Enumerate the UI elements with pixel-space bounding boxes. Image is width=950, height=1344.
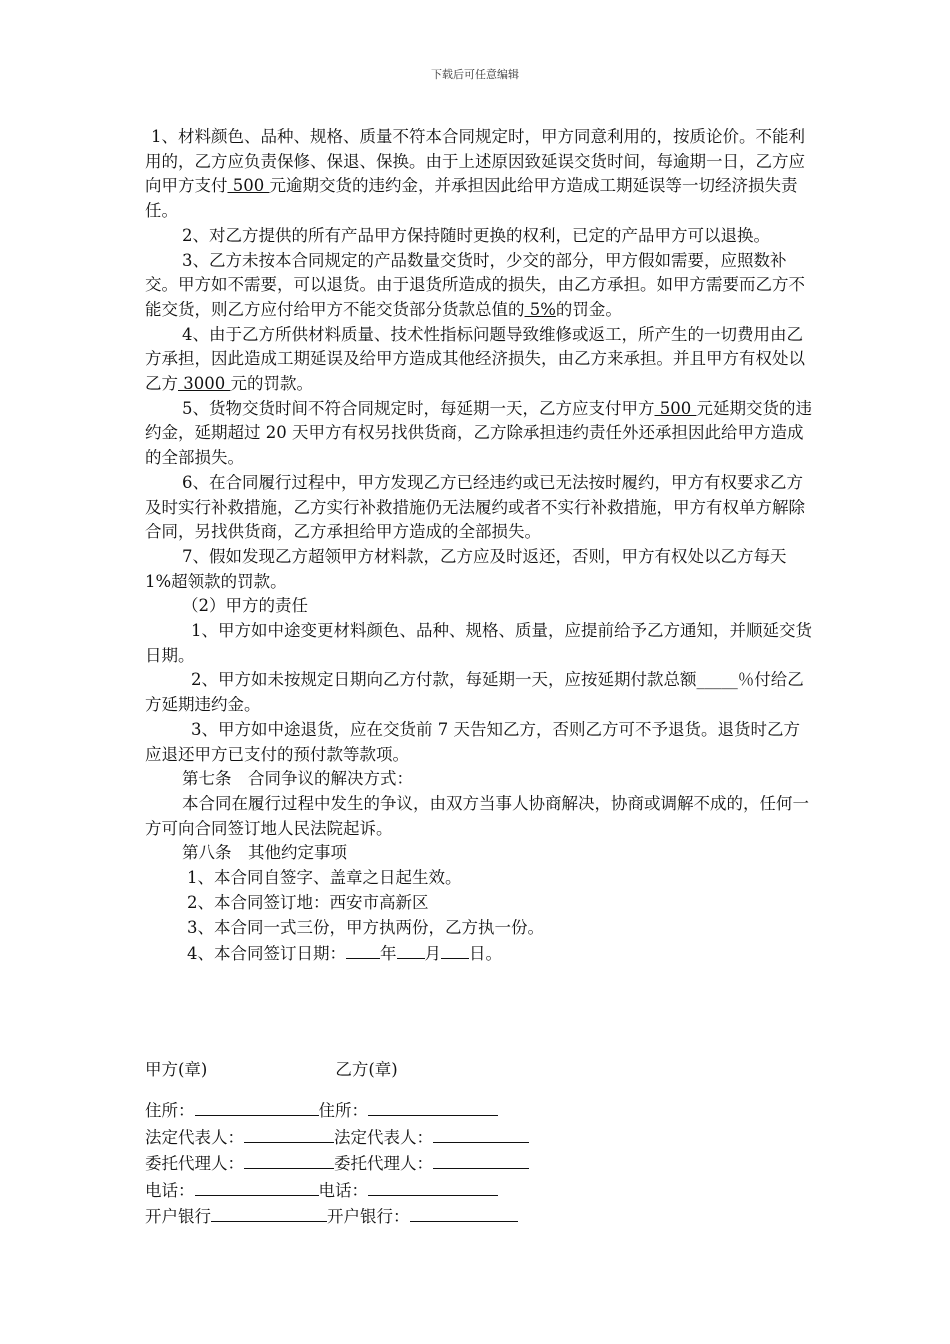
- contract-body: [145, 125, 813, 967]
- fine-amount: 3000: [178, 374, 231, 394]
- penalty-percent: 5%: [524, 299, 556, 319]
- clause-b7: 7、假如发现乙方超领甲方材料款，乙方应及时返还，否则，甲方有权处以乙方每天 1%超领款的罚款。: [145, 546, 787, 591]
- item-4: 4、本合同签订日期： 年 月 日。: [145, 940, 813, 967]
- bank-a-blank: [211, 1203, 327, 1222]
- address-a-blank: [195, 1097, 319, 1116]
- clause-b5: 5、货物交货时间不符合同规定时，每延期一天，乙方应支付甲方 500 元延期交货的违约金，延期超过 20 天甲方有权另找供货商，乙方除承担违约责任外还承担因此给甲方造成的全部损失。: [145, 398, 812, 468]
- year-blank: [346, 940, 380, 959]
- signature-block: [145, 1097, 845, 1230]
- legal-rep-row: 法定代表人： 法定代表人：: [145, 1124, 845, 1151]
- clause-a3: 3、甲方如中途退货，应在交货前 7 天告知乙方，否则乙方可不予退货。退货时乙方应退还甲方已支付的预付款等款项。: [145, 719, 800, 764]
- party-a-seal: 甲方(章): [145, 1060, 208, 1079]
- item-3: 3、本合同一式三份，甲方执两份，乙方执一份。: [187, 917, 544, 937]
- clause-a2: 2、甲方如未按规定日期向乙方付款，每延期一天，应按延期付款总额_____％付给乙方延期违约金。: [145, 670, 804, 715]
- percent-blank: _____: [696, 670, 738, 690]
- phone-a-blank: [195, 1177, 319, 1196]
- signature-parties: [145, 1058, 845, 1083]
- legal-rep-a-blank: [244, 1124, 334, 1143]
- phone-row: 电话： 电话：: [145, 1177, 845, 1204]
- agent-row: 委托代理人： 委托代理人：: [145, 1150, 845, 1177]
- agent-b-blank: [433, 1150, 529, 1169]
- item-2: 2、本合同签订地：西安市高新区: [187, 892, 429, 912]
- clause-b2: 2、对乙方提供的所有产品甲方保持随时更换的权利，已定的产品甲方可以退换。: [182, 225, 770, 245]
- party-b-seal: 乙方(章): [335, 1060, 398, 1079]
- bank-row: 开户银行 开户银行：: [145, 1203, 845, 1230]
- delay-amount: 500: [654, 398, 697, 418]
- address-row: 住所： 住所：: [145, 1097, 845, 1124]
- article-8-title: 第八条 其他约定事项: [182, 843, 347, 863]
- month-blank: [397, 940, 425, 959]
- section-heading-party-a: （2）甲方的责任: [182, 596, 308, 616]
- agent-a-blank: [244, 1150, 334, 1169]
- item-1: 1、本合同自签字、盖章之日起生效。: [187, 868, 462, 888]
- penalty-amount: 500: [227, 176, 270, 196]
- clause-b6: 6、在合同履行过程中，甲方发现乙方已经违约或已无法按时履约，甲方有权要求乙方及时实行补救措施，乙方实行补救措施仍无法履约或者不实行补救措施，甲方有权单方解除合同，另找供货商，乙方承担给甲方造成的全部损失。: [145, 472, 805, 542]
- phone-b-blank: [368, 1177, 498, 1196]
- article-7-title: 第七条 合同争议的解决方式：: [182, 769, 413, 789]
- clause-b1: 1、材料颜色、品种、规格、质量不符本合同规定时，甲方同意利用的，按质论价。不能利用的，乙方应负责保修、保退、保换。由于上述原因致延误交货时间，每逾期一日，乙方应向甲方支付 500 元逾期交货的违约金，并承担因此给甲方造成工期延误等一切经济损失责任。: [145, 127, 805, 221]
- page-header: 下载后可任意编辑: [431, 68, 519, 81]
- bank-b-blank: [410, 1203, 518, 1222]
- address-b-blank: [368, 1097, 498, 1116]
- clause-b3: 3、乙方未按本合同规定的产品数量交货时，少交的部分，甲方假如需要，应照数补交。甲方如不需要，可以退货。由于退货所造成的损失，由乙方承担。如甲方需要而乙方不能交货，则乙方应付给甲方不能交货部分货款总值的 5%的罚金。: [145, 250, 805, 319]
- clause-a1: 1、甲方如中途变更材料颜色、品种、规格、质量，应提前给予乙方通知，并顺延交货日期。: [145, 621, 812, 665]
- clause-b4: 4、由于乙方所供材料质量、技术性指标问题导致维修或返工，所产生的一切费用由乙方承担，因此造成工期延误及给甲方造成其他经济损失，由乙方来承担。并且甲方有权处以乙方 3000 元的罚款。: [145, 324, 805, 394]
- article-7-text: 本合同在履行过程中发生的争议，由双方当事人协商解决，协商或调解不成的，任何一方可向合同签订地人民法院起诉。: [145, 793, 809, 838]
- day-blank: [441, 940, 469, 959]
- legal-rep-b-blank: [433, 1124, 529, 1143]
